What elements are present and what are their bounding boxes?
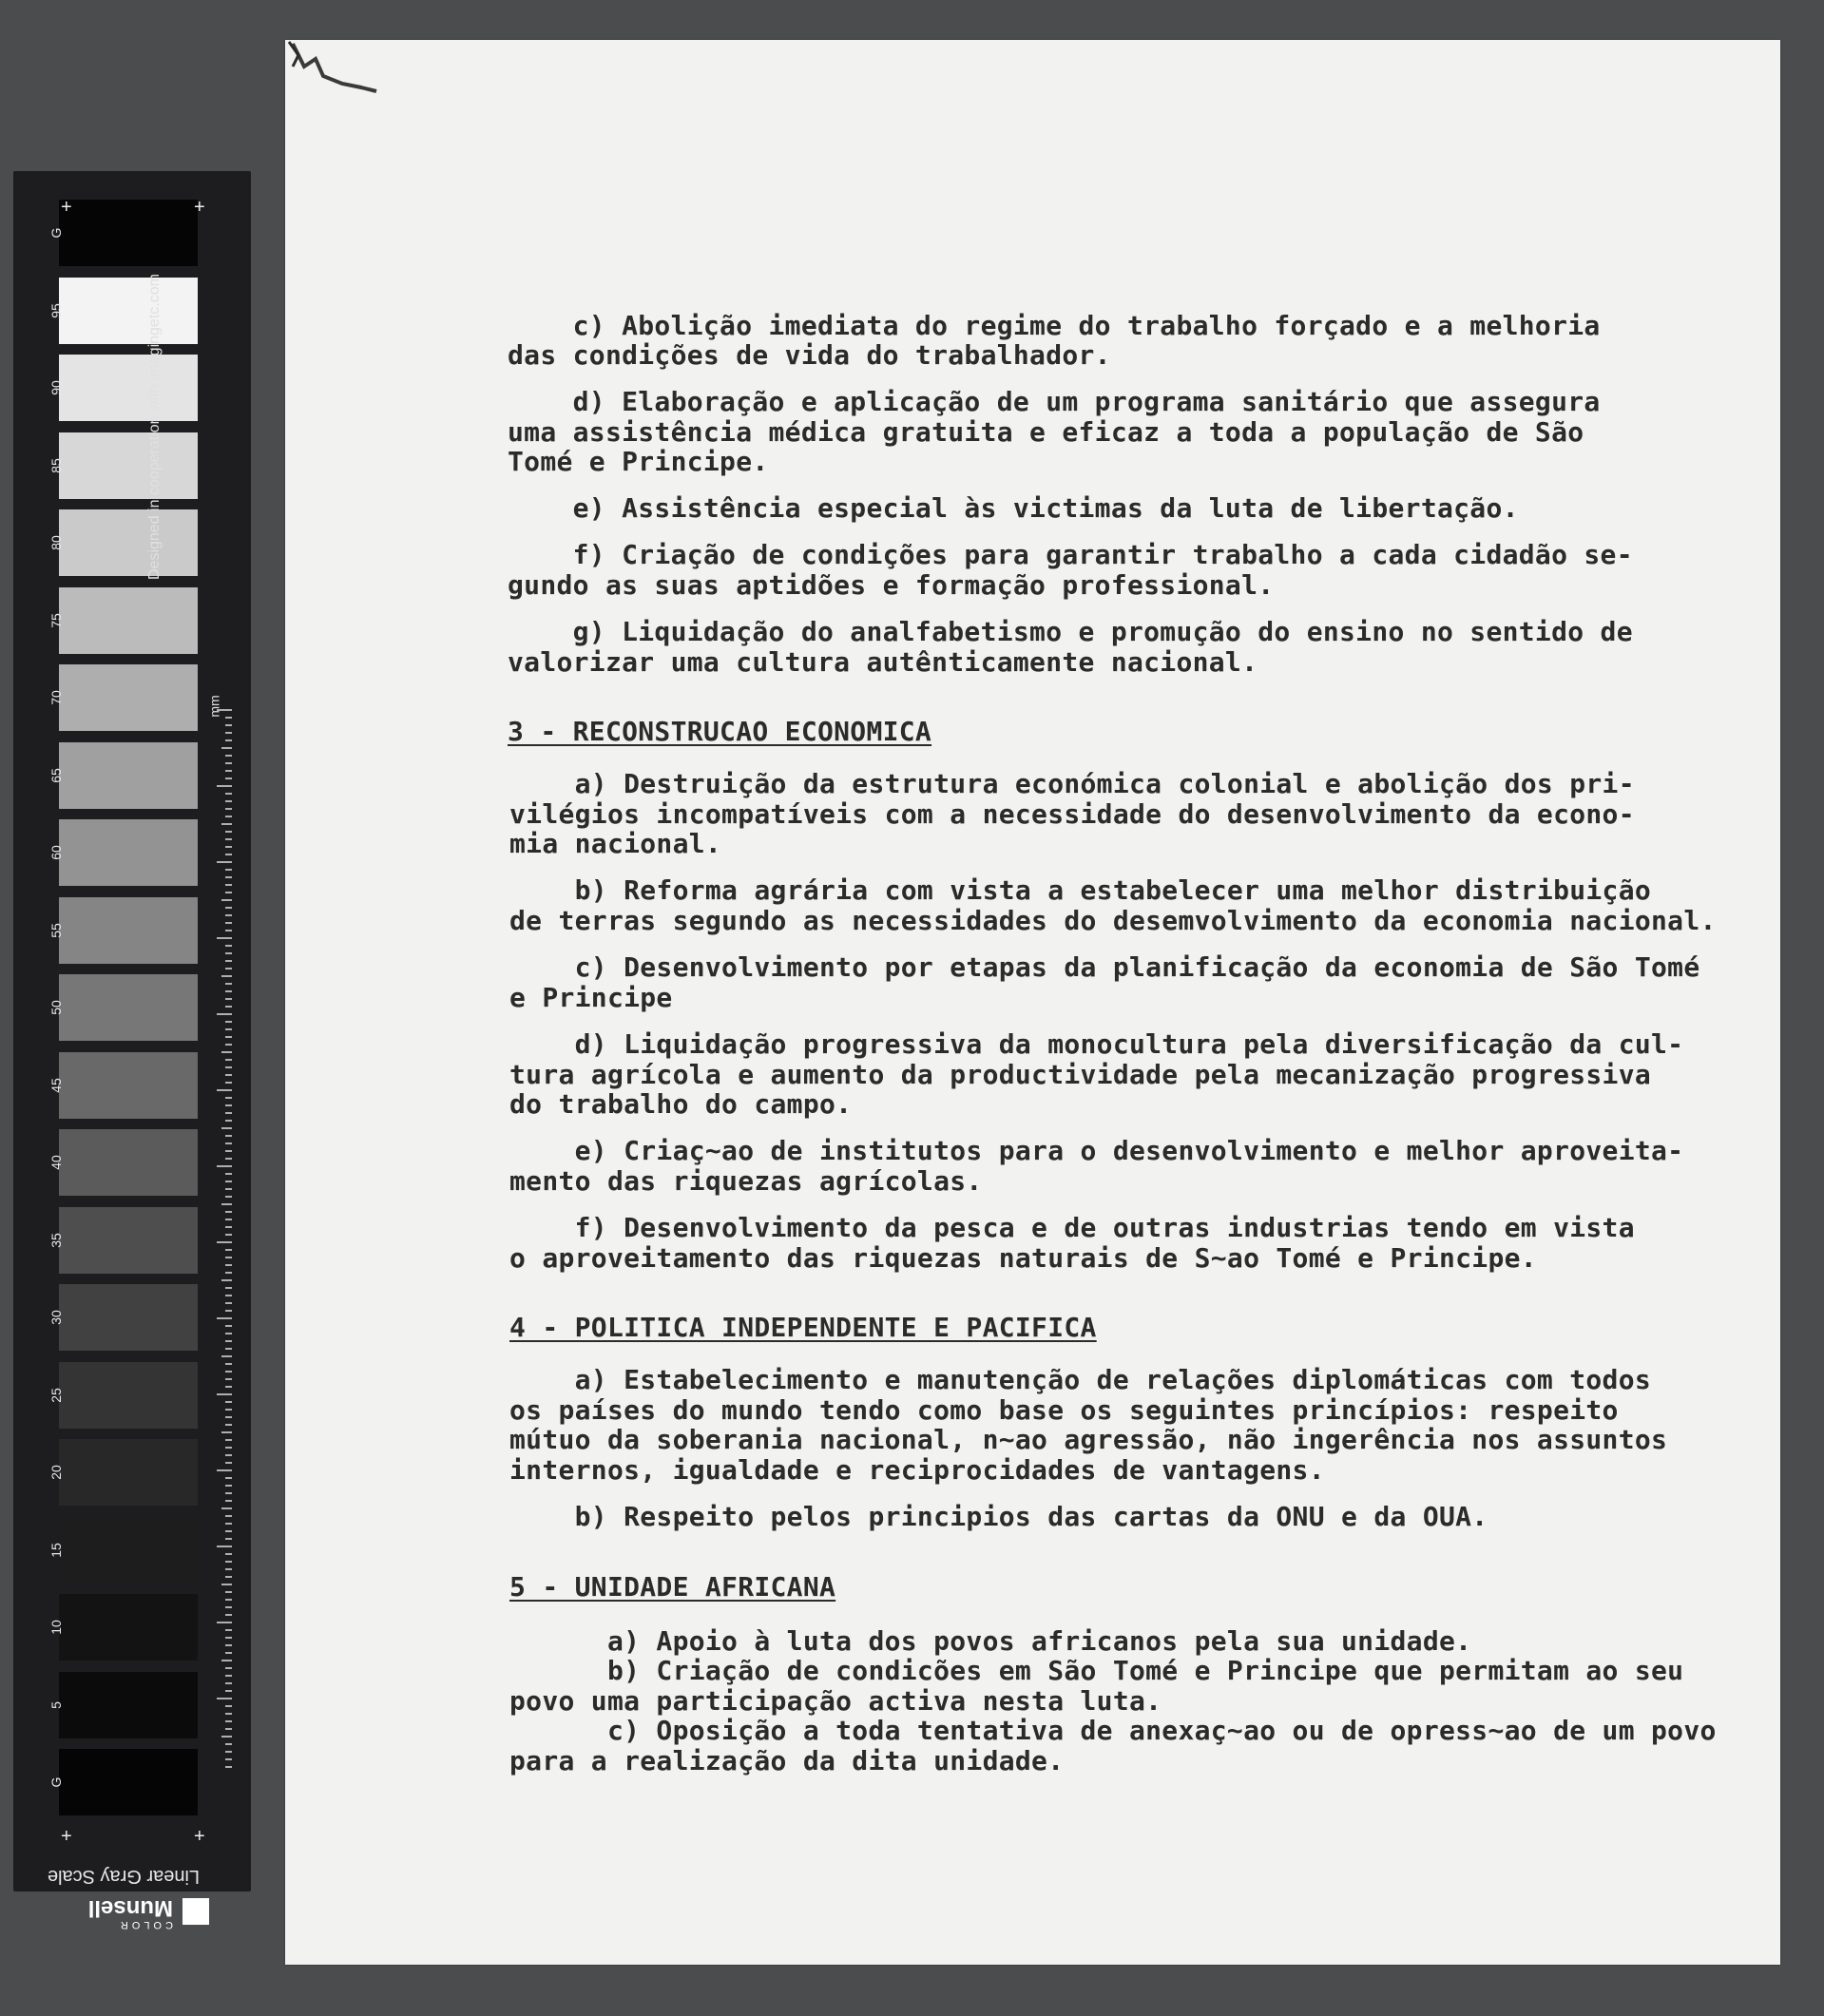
gray-patch [59, 587, 198, 654]
gray-patch [59, 742, 198, 809]
gray-patch [59, 897, 198, 964]
text-line: povo uma participação activa nesta luta. [509, 1685, 1162, 1717]
text-line: os países do mundo tendo como base os seguintes princípios: respeito [509, 1394, 1619, 1426]
section-heading: 4 - POLITICA INDEPENDENTE E PACIFICA [509, 1312, 1097, 1343]
gray-patch [59, 819, 198, 886]
torn-corner [285, 38, 380, 95]
text-line: internos, igualdade e reciprocidades de vantagens. [509, 1454, 1325, 1486]
gray-patch-label: 45 [48, 1077, 64, 1093]
mm-ruler [217, 708, 232, 1773]
gray-patch-label: 65 [48, 767, 64, 783]
gray-patch-label: 75 [48, 612, 64, 628]
munsell-logo [48, 1896, 209, 1930]
munsell-brand-word: Munsell [87, 1895, 173, 1921]
gray-patch [59, 1362, 198, 1429]
text-line: e) Assistência especial às victimas da luta de libertação. [508, 492, 1519, 524]
registration-mark: + [61, 197, 72, 218]
text-line: mútuo da soberania nacional, n~ao agressão, não ingerência nos assuntos [509, 1424, 1668, 1455]
section-heading: 5 - UNIDADE AFRICANA [509, 1571, 836, 1603]
text-line: a) Destruição da estrutura económica colonial e abolição dos pri- [509, 768, 1635, 799]
gray-patch-label: G [48, 1776, 64, 1788]
text-line: vilégios incompatíveis com a necessidade do desenvolvimento da econo- [509, 798, 1635, 830]
gray-patch [59, 1517, 198, 1584]
text-line: f) Criação de condições para garantir trabalho a cada cidadão se- [508, 539, 1633, 570]
text-line: uma assistência médica gratuita e eficaz a toda a população de São [508, 416, 1584, 448]
gray-patch [59, 1207, 198, 1274]
gray-patch-label: 40 [48, 1155, 64, 1170]
gray-patch-label: 60 [48, 845, 64, 860]
registration-mark: + [194, 197, 205, 218]
text-line: o aproveitamento das riquezas naturais de S~ao Tomé e Principe. [509, 1242, 1537, 1274]
text-line: c) Desenvolvimento por etapas da planificação da economia de São Tomé [509, 951, 1700, 983]
gray-patch [59, 974, 198, 1041]
text-line: b) Criação de condicões em São Tomé e Principe que permitam ao seu [509, 1655, 1684, 1686]
munsell-logo-icon [182, 1898, 209, 1925]
gray-patch [59, 355, 198, 421]
text-line: c) Abolição imediata do regime do trabalho forçado e a melhoria [508, 310, 1601, 341]
text-line: d) Liquidação progressiva da monocultura pela diversificação da cul- [509, 1028, 1684, 1060]
gray-patch [59, 197, 198, 266]
gray-patch [59, 509, 198, 576]
gray-patch-label: 55 [48, 922, 64, 938]
gray-patch-label: G [48, 227, 64, 239]
ruler-unit-label: mm [206, 695, 222, 718]
text-line: das condições de vida do trabalhador. [508, 339, 1111, 371]
text-line: Tomé e Principe. [508, 446, 769, 477]
gray-patch [59, 1672, 198, 1738]
section-heading: 3 - RECONSTRUCAO ECONOMICA [508, 716, 932, 747]
gray-patch [59, 1749, 198, 1815]
gray-patch [59, 432, 198, 499]
text-line: mia nacional. [509, 828, 722, 859]
gray-patch [59, 1129, 198, 1196]
text-line: f) Desenvolvimento da pesca e de outras industrias tendo em vista [509, 1212, 1635, 1243]
text-line: b) Reforma agrária com vista a estabelecer uma melhor distribuição [509, 874, 1652, 906]
registration-mark: + [61, 1826, 72, 1847]
text-line: gundo as suas aptidões e formação professional. [508, 569, 1275, 601]
text-line: do trabalho do campo. [509, 1088, 853, 1120]
gray-patch [59, 664, 198, 731]
text-line: tura agrícola e aumento da productividade pela mecanização progressiva [509, 1059, 1652, 1090]
text-line: a) Apoio à luta dos povos africanos pela sua unidade. [509, 1625, 1472, 1657]
text-line: para a realização da dita unidade. [509, 1745, 1065, 1776]
typewritten-page [285, 40, 1780, 1965]
gray-patch-label: 80 [48, 535, 64, 550]
gray-patch-label: 10 [48, 1620, 64, 1635]
gray-patch-label: 50 [48, 1000, 64, 1015]
text-line: valorizar uma cultura autênticamente nacional. [508, 646, 1258, 678]
gray-patch-label: 5 [48, 1700, 64, 1709]
gray-patch-label: 30 [48, 1310, 64, 1325]
scale-title: Linear Gray Scale [47, 1866, 201, 1887]
gray-patch-label: 20 [48, 1465, 64, 1480]
gray-patch-label: 90 [48, 380, 64, 395]
gray-patch-label: 15 [48, 1542, 64, 1558]
text-line: g) Liquidação do analfabetismo e promução do ensino no sentido de [508, 616, 1633, 647]
registration-mark: + [194, 1826, 205, 1847]
text-line: c) Oposição a toda tentativa de anexaç~ao ou de opress~ao de um povo [509, 1715, 1717, 1746]
gray-patch-label: 70 [48, 690, 64, 705]
gray-patch-label: 35 [48, 1232, 64, 1248]
gray-scale-card [13, 171, 251, 1891]
text-line: e) Criaç~ao de institutos para o desenvolvimento e melhor aproveita- [509, 1135, 1684, 1166]
gray-patch [59, 1439, 198, 1506]
gray-patch [59, 1284, 198, 1351]
gray-patch [59, 1594, 198, 1661]
munsell-color-word: COLOR [116, 1919, 173, 1930]
text-line: a) Estabelecimento e manutenção de relações diplomáticas com todos [509, 1364, 1652, 1395]
text-line: mento das riquezas agrícolas. [509, 1165, 983, 1197]
designed-note: Designed in cooperation with imagingetc.com [146, 274, 163, 580]
gray-patch-label: 25 [48, 1387, 64, 1403]
gray-patch-label: 95 [48, 302, 64, 318]
text-line: e Principe [509, 982, 673, 1013]
gray-patch [59, 1052, 198, 1119]
text-line: de terras segundo as necessidades do desemvolvimento da economia nacional. [509, 905, 1717, 936]
text-line: b) Respeito pelos principios das cartas da ONU e da OUA. [509, 1501, 1488, 1532]
gray-patch-label: 85 [48, 457, 64, 473]
gray-patch [59, 278, 198, 344]
text-line: d) Elaboração e aplicação de um programa sanitário que assegura [508, 386, 1601, 417]
